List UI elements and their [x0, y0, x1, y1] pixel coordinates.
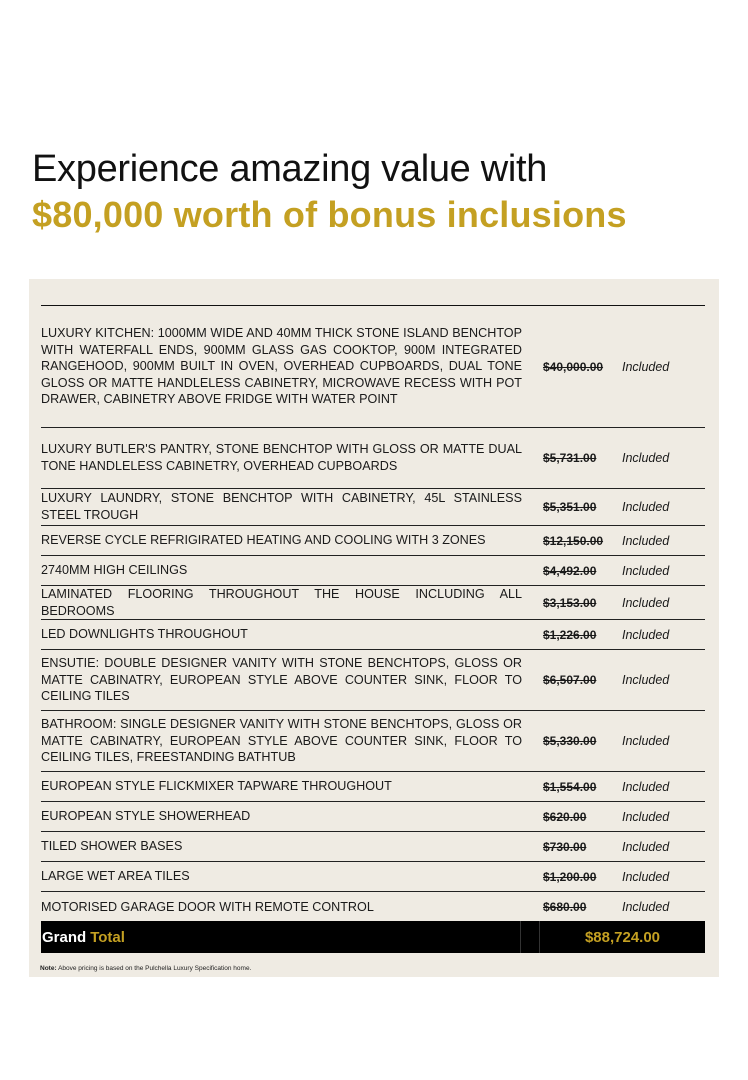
grand-total-label: [41, 921, 521, 953]
inclusion-status: Included: [622, 563, 670, 578]
table-row: [41, 802, 705, 832]
inclusion-description: LUXURY LAUNDRY, STONE BENCHTOP WITH CABINETRY, 45L STAINLESS STEEL TROUGH: [41, 491, 522, 522]
original-price: $730.00: [543, 839, 587, 854]
inclusions-table: [41, 305, 705, 922]
original-price: $5,351.00: [543, 500, 597, 514]
inclusion-description: LARGE WET AREA TILES: [41, 869, 190, 884]
inclusion-status: Included: [622, 869, 670, 884]
table-row: [41, 586, 705, 620]
grand-total-bar: [41, 921, 705, 953]
inclusion-description: LAMINATED FLOORING THROUGHOUT THE HOUSE INCLUDING ALL BEDROOMS: [41, 586, 522, 618]
table-row: [41, 772, 705, 802]
inclusion-description: REVERSE CYCLE REFRIGIRATED HEATING AND COOLING WITH 3 ZONES: [41, 533, 486, 548]
original-price: $3,153.00: [543, 595, 597, 610]
inclusion-status: Included: [622, 839, 670, 854]
table-row: [41, 711, 705, 772]
original-price: $5,731.00: [543, 451, 597, 465]
inclusion-description: EUROPEAN STYLE SHOWERHEAD: [41, 809, 251, 824]
inclusion-status: Included: [622, 533, 670, 548]
inclusion-status: Included: [622, 451, 670, 465]
original-price: $12,150.00: [543, 533, 604, 548]
table-row: [41, 650, 705, 711]
inclusion-status: Included: [622, 500, 670, 514]
inclusion-status: Included: [622, 734, 670, 748]
note-label: Note:: [40, 965, 57, 972]
inclusion-description: MOTORISED GARAGE DOOR WITH REMOTE CONTROL: [41, 899, 374, 914]
inclusion-description: LUXURY BUTLER'S PANTRY, STONE BENCHTOP WITH GLOSS OR MATTE DUAL TONE HANDLELESS CABINETRY, OVERHEAD CUPBOARDS: [41, 442, 522, 473]
table-row: [41, 556, 705, 586]
table-row: [41, 620, 705, 650]
original-price: $4,492.00: [543, 563, 597, 578]
table-row: [41, 892, 705, 922]
heading-line-1: Experience amazing value with: [32, 148, 548, 190]
original-price: $6,507.00: [543, 673, 597, 687]
original-price: $5,330.00: [543, 734, 597, 748]
inclusion-description: EUROPEAN STYLE FLICKMIXER TAPWARE THROUGHOUT: [41, 779, 392, 794]
inclusion-description: TILED SHOWER BASES: [41, 839, 183, 854]
heading-line-2: $80,000 worth of bonus inclusions: [32, 194, 627, 235]
inclusion-status: Included: [622, 900, 670, 914]
table-row: [41, 306, 705, 428]
inclusion-status: Included: [622, 627, 670, 642]
table-row: [41, 526, 705, 556]
grand-total-label-part2: Total: [90, 928, 125, 946]
table-row: [41, 832, 705, 862]
inclusion-status: Included: [622, 595, 670, 610]
grand-total-amount: $88,724.00: [584, 928, 661, 946]
pricing-note: [40, 965, 251, 972]
inclusion-status: Included: [622, 673, 670, 687]
grand-total-label-part1: Grand: [42, 928, 87, 946]
inclusion-description: ENSUTIE: DOUBLE DESIGNER VANITY WITH STONE BENCHTOPS, GLOSS OR MATTE CABINATRY, EUROPEAN STYLE ABOVE COUNTER SINK, FLOOR TO CEILING TILES: [41, 656, 522, 704]
page-heading: [32, 146, 722, 240]
original-price: $40,000.00: [543, 359, 604, 374]
total-divider: [521, 921, 540, 953]
inclusion-description: LED DOWNLIGHTS THROUGHOUT: [41, 627, 248, 642]
inclusion-description: BATHROOM: SINGLE DESIGNER VANITY WITH STONE BENCHTOPS, GLOSS OR MATTE CABINATRY, EUROPEAN STYLE ABOVE COUNTER SINK, FLOOR TO CEILING TILES, FREESTANDING BATHTUB: [41, 717, 522, 765]
table-row: [41, 428, 705, 489]
inclusion-description: 2740MM HIGH CEILINGS: [41, 563, 188, 578]
inclusion-status: Included: [622, 779, 670, 794]
original-price: $680.00: [543, 900, 587, 914]
table-row: [41, 489, 705, 526]
inclusion-status: Included: [622, 359, 670, 374]
note-text: Above pricing is based on the Pulchella Luxury Specification home.: [58, 965, 252, 972]
original-price: $1,554.00: [543, 779, 597, 794]
inclusion-status: Included: [622, 809, 670, 824]
original-price: $1,200.00: [543, 869, 597, 884]
original-price: $1,226.00: [543, 627, 597, 642]
table-row: [41, 862, 705, 892]
inclusion-description: LUXURY KITCHEN: 1000MM WIDE AND 40MM THICK STONE ISLAND BENCHTOP WITH WATERFALL ENDS, 900MM GLASS GAS COOKTOP, 900M INTEGRATED RANGEHOOD, 900MM BUILT IN OVEN, OVERHEAD CUPBOARDS, DUAL TONE GLOSS OR MATTE HANDLELESS CABINETRY, MICROWAVE RECESS WITH POT DRAWER, CABINETRY ABOVE FRIDGE WITH WATER POINT: [41, 326, 522, 407]
inclusions-panel: [29, 279, 719, 977]
original-price: $620.00: [543, 809, 587, 824]
